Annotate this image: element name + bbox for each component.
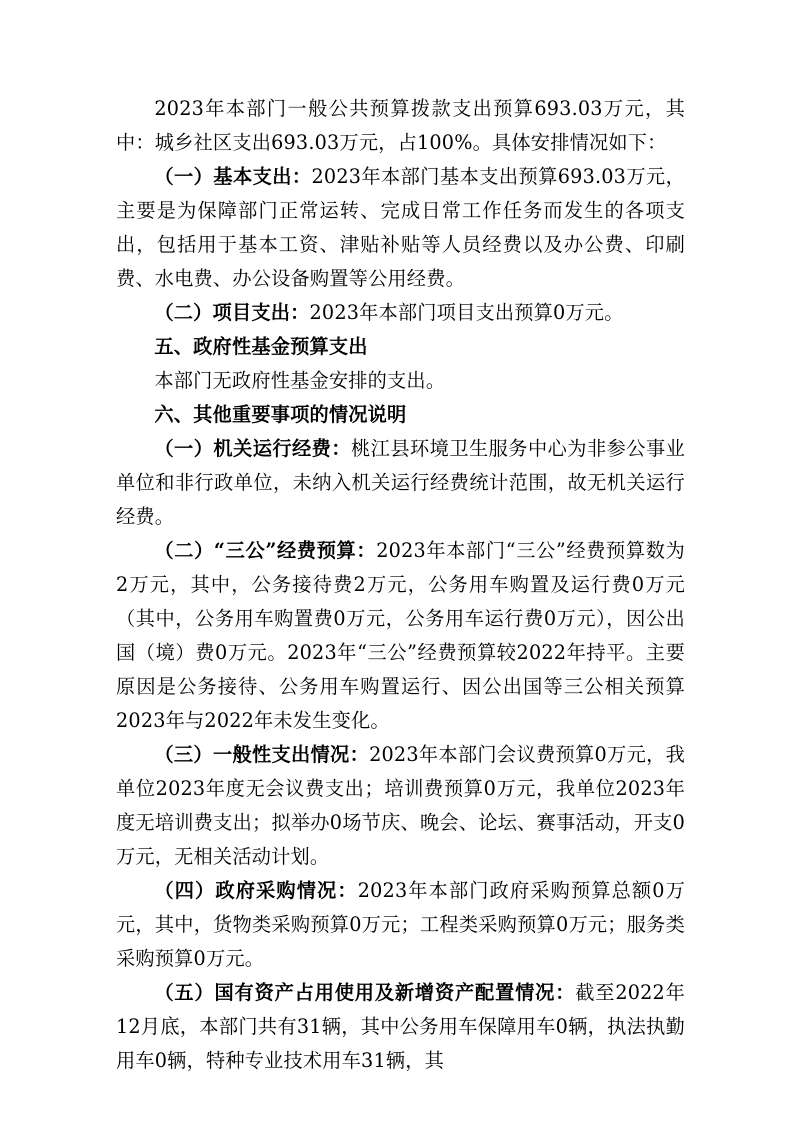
paragraph-text: 2023年本部门会议费预算0万元，我单位2023年度无会议费支出；培训费预算0万元，我单位2023年度无培训费支出；拟举办0场节庆、晚会、论坛、赛事活动，开支0万元，无相关活动计划。 — [116, 743, 685, 868]
paragraph-no-fund — [116, 364, 685, 398]
paragraph-project-expenditure — [116, 296, 685, 330]
section-label: （三）一般性支出情况： — [154, 743, 370, 766]
paragraph-text: 本部门无政府性基金安排的支出。 — [154, 369, 446, 392]
paragraph-text: 2023年本部门“三公”经费预算数为2万元，其中，公务接待费2万元，公务用车购置及运行费0万元（其中，公务用车购置费0万元，公务用车运行费0万元），因公出国（境）费0万元。2023年“三公”经费预算较2022年持平。主要原因是公务接待、公务用车购置运行、因公出国等三公相关预算2023年与2022年未发生变化。 — [116, 539, 685, 732]
paragraph-general-expenditure — [116, 738, 685, 874]
paragraph-text: 截至2022年12月底，本部门共有31辆，其中公务用车保障用车0辆，执法执勤用车0辆，特种专业技术用车31辆，其 — [116, 981, 686, 1072]
paragraph-three-public-costs — [116, 534, 685, 738]
paragraph-general-budget — [116, 92, 685, 160]
section-label: （二）项目支出： — [154, 301, 310, 324]
section-label: （四）政府采购情况： — [154, 879, 358, 902]
paragraph-text: 2023年本部门一般公共预算拨款支出预算693.03万元，其中：城乡社区支出693.03万元，占100%。具体安排情况如下： — [116, 97, 685, 154]
paragraph-procurement — [116, 874, 685, 976]
heading-text: 五、政府性基金预算支出 — [154, 335, 368, 358]
heading-text: 六、其他重要事项的情况说明 — [154, 403, 407, 426]
paragraph-state-assets — [116, 976, 685, 1078]
paragraph-text: 2023年本部门基本支出预算693.03万元，主要是为保障部门正常运转、完成日常工作任务而发生的各项支出，包括用于基本工资、津贴补贴等人员经费以及办公费、印刷费、水电费、办公设备购置等公用经费。 — [116, 165, 685, 290]
paragraph-text: 2023年本部门项目支出预算0万元。 — [309, 301, 624, 324]
section-label: （二）“三公”经费预算： — [154, 539, 377, 562]
paragraph-text: 2023年本部门政府采购预算总额0万元，其中，货物类采购预算0万元；工程类采购预算0万元；服务类采购预算0万元。 — [116, 879, 686, 970]
section-label: （五）国有资产占用使用及新增资产配置情况： — [154, 981, 576, 1004]
section-heading-fund-budget — [116, 330, 685, 364]
paragraph-operating-cost — [116, 432, 685, 534]
paragraph-text: 桃江县环境卫生服务中心为非参公事业单位和非行政单位，未纳入机关运行经费统计范围，故无机关运行经费。 — [116, 437, 685, 528]
section-label: （一）机关运行经费： — [154, 437, 352, 460]
section-label: （一）基本支出： — [154, 165, 312, 188]
paragraph-basic-expenditure — [116, 160, 685, 296]
section-heading-other-matters — [116, 398, 685, 432]
